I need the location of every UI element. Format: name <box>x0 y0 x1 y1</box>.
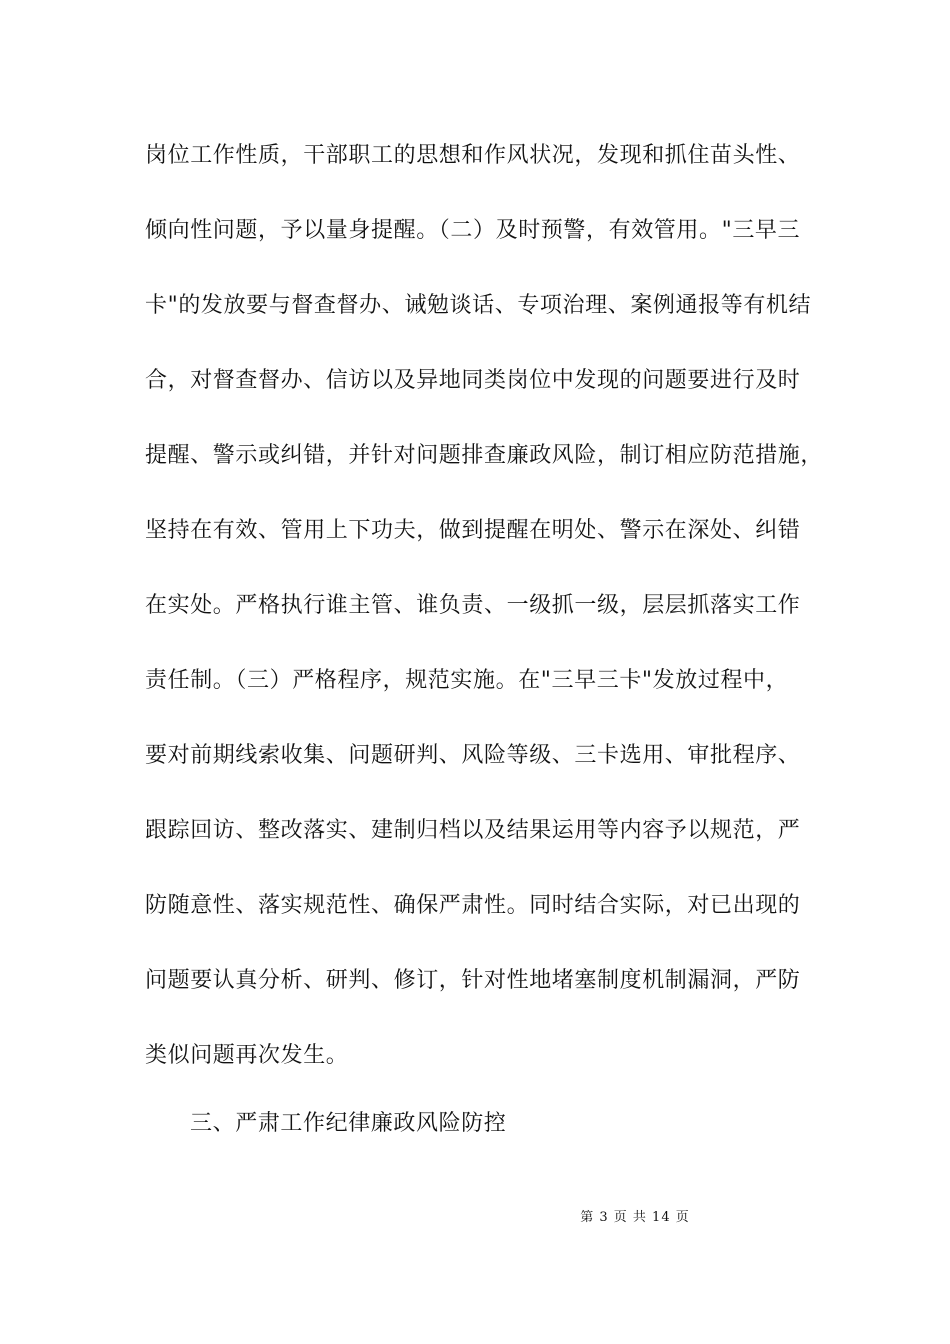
text-line: 倾向性问题，予以量身提醒。（二）及时预警，有效管用。"三早三 <box>145 218 801 243</box>
text-line: 防随意性、落实规范性、确保严肃性。同时结合实际，对已出现的 <box>145 893 801 918</box>
text-line: 跟踪回访、整改落实、建制归档以及结果运用等内容予以规范，严 <box>145 818 801 843</box>
text-line: 岗位工作性质，干部职工的思想和作风状况，发现和抓住苗头性、 <box>145 143 801 168</box>
text-line: 卡"的发放要与督查督办、诫勉谈话、专项治理、案例通报等有机结 <box>145 293 812 318</box>
text-line: 提醒、警示或纠错，并针对问题排查廉政风险，制订相应防范措施， <box>145 443 824 468</box>
section-heading: 三、严肃工作纪律廉政风险防控 <box>190 1111 507 1136</box>
page-number: 第 3 页 共 14 页 <box>580 1210 690 1225</box>
page-footer <box>0 1208 950 1228</box>
text-line: 坚持在有效、管用上下功夫，做到提醒在明处、警示在深处、纠错 <box>145 518 801 543</box>
text-line: 在实处。严格执行谁主管、谁负责、一级抓一级，层层抓落实工作 <box>145 593 801 618</box>
text-line: 合，对督查督办、信访以及异地同类岗位中发现的问题要进行及时 <box>145 368 801 393</box>
body-text <box>145 131 845 1106</box>
text-line: 要对前期线索收集、问题研判、风险等级、三卡选用、审批程序、 <box>145 743 801 768</box>
text-line: 责任制。（三）严格程序，规范实施。在"三早三卡"发放过程中， <box>145 668 789 693</box>
text-line: 类似问题再次发生。 <box>145 1043 349 1068</box>
text-line: 问题要认真分析、研判、修订，针对性地堵塞制度机制漏洞，严防 <box>145 968 801 993</box>
